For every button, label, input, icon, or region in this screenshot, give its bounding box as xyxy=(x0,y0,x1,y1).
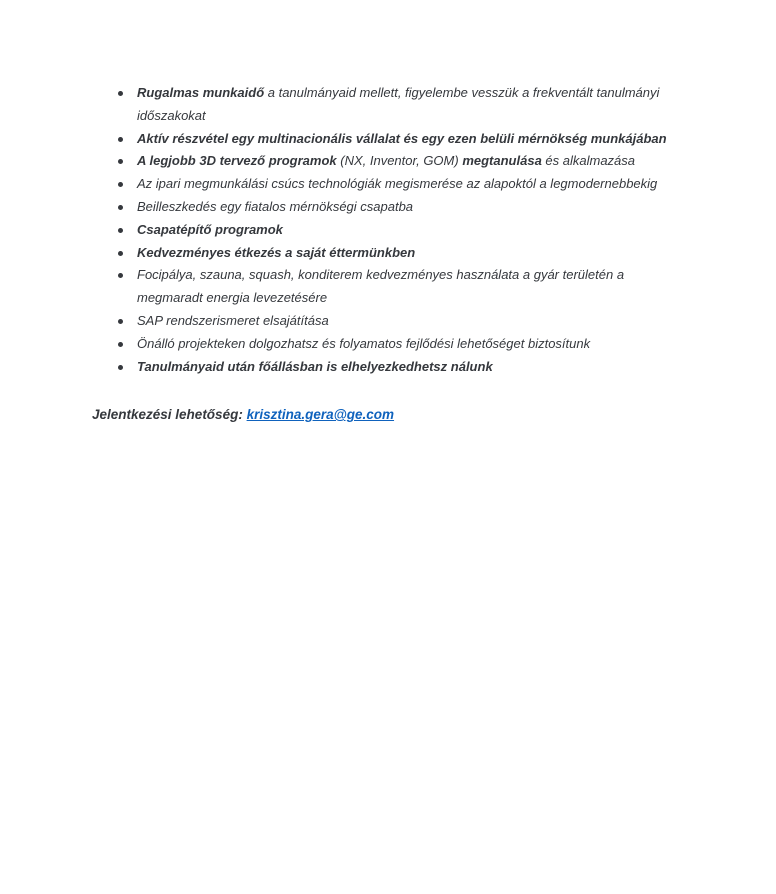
text-run: Beilleszkedés egy fiatalos mérnökségi csapatba xyxy=(137,198,414,214)
text-line xyxy=(137,219,737,242)
text-run-bold: Tanulmányaid után főállásban is elhelyezkedhetsz nálunk xyxy=(137,358,493,374)
text-run: időszakokat xyxy=(137,107,206,123)
text-line xyxy=(137,105,737,128)
application-label: Jelentkezési lehetőség: xyxy=(92,407,247,422)
bullet-icon xyxy=(118,91,123,96)
text-run: SAP rendszerismeret elsajátítása xyxy=(137,312,329,328)
bullet-icon xyxy=(118,137,123,142)
bullet-icon xyxy=(118,228,123,233)
application-line xyxy=(92,403,394,426)
text-run: (NX, Inventor, GOM) xyxy=(340,153,463,169)
benefits-list xyxy=(117,82,737,378)
bullet-icon xyxy=(118,182,123,187)
text-run-bold: megtanulása xyxy=(462,153,546,169)
list-item xyxy=(117,242,737,265)
list-item xyxy=(117,173,737,196)
list-item xyxy=(117,150,737,173)
text-run: a tanulmányaid mellett, figyelembe vesszük a frekventált tanulmányi xyxy=(267,85,660,100)
list-item xyxy=(117,219,737,242)
text-line xyxy=(137,173,737,196)
text-line xyxy=(137,242,737,265)
bullet-icon xyxy=(118,365,123,370)
text-line xyxy=(137,310,737,333)
text-run: Focipálya, szauna, squash, konditerem kedvezményes használata a gyár területén a xyxy=(137,267,625,283)
bullet-icon xyxy=(118,159,123,164)
text-run-bold: A legjobb 3D tervező programok xyxy=(137,153,341,169)
text-run: Önálló projekteken dolgozhatsz és folyamatos fejlődési lehetőséget biztosítunk xyxy=(137,335,591,351)
text-run-bold: Csapatépítő programok xyxy=(137,221,283,237)
bullet-icon xyxy=(118,205,123,210)
bullet-icon xyxy=(118,251,123,256)
text-line xyxy=(137,264,737,287)
list-item xyxy=(117,196,737,219)
text-line xyxy=(137,287,737,310)
list-item xyxy=(117,128,737,151)
bullet-icon xyxy=(118,342,123,347)
list-item xyxy=(117,82,737,128)
text-line xyxy=(137,150,737,173)
bullet-icon xyxy=(118,273,123,278)
text-run-bold: Rugalmas munkaidő xyxy=(137,85,268,100)
text-run: Az ipari megmunkálási csúcs technológiák megismerése az alapoktól a legmodernebbekig xyxy=(137,176,658,192)
list-item xyxy=(117,264,737,310)
text-line xyxy=(137,333,737,356)
bullet-icon xyxy=(118,319,123,324)
text-run-bold: Kedvezményes étkezés a saját éttermünkben xyxy=(137,244,416,260)
list-item xyxy=(117,356,737,379)
list-item xyxy=(117,333,737,356)
text-run: és alkalmazása xyxy=(545,153,636,169)
list-item xyxy=(117,310,737,333)
text-run-bold: Aktív részvétel egy multinacionális vállalat és egy ezen belüli mérnökség munkájában xyxy=(137,130,667,146)
text-run: megmaradt energia levezetésére xyxy=(137,290,328,306)
text-line xyxy=(137,196,737,219)
text-line xyxy=(137,82,737,105)
application-email-link[interactable]: krisztina.gera@ge.com xyxy=(246,407,395,422)
text-line xyxy=(137,128,737,151)
text-line xyxy=(137,356,737,379)
